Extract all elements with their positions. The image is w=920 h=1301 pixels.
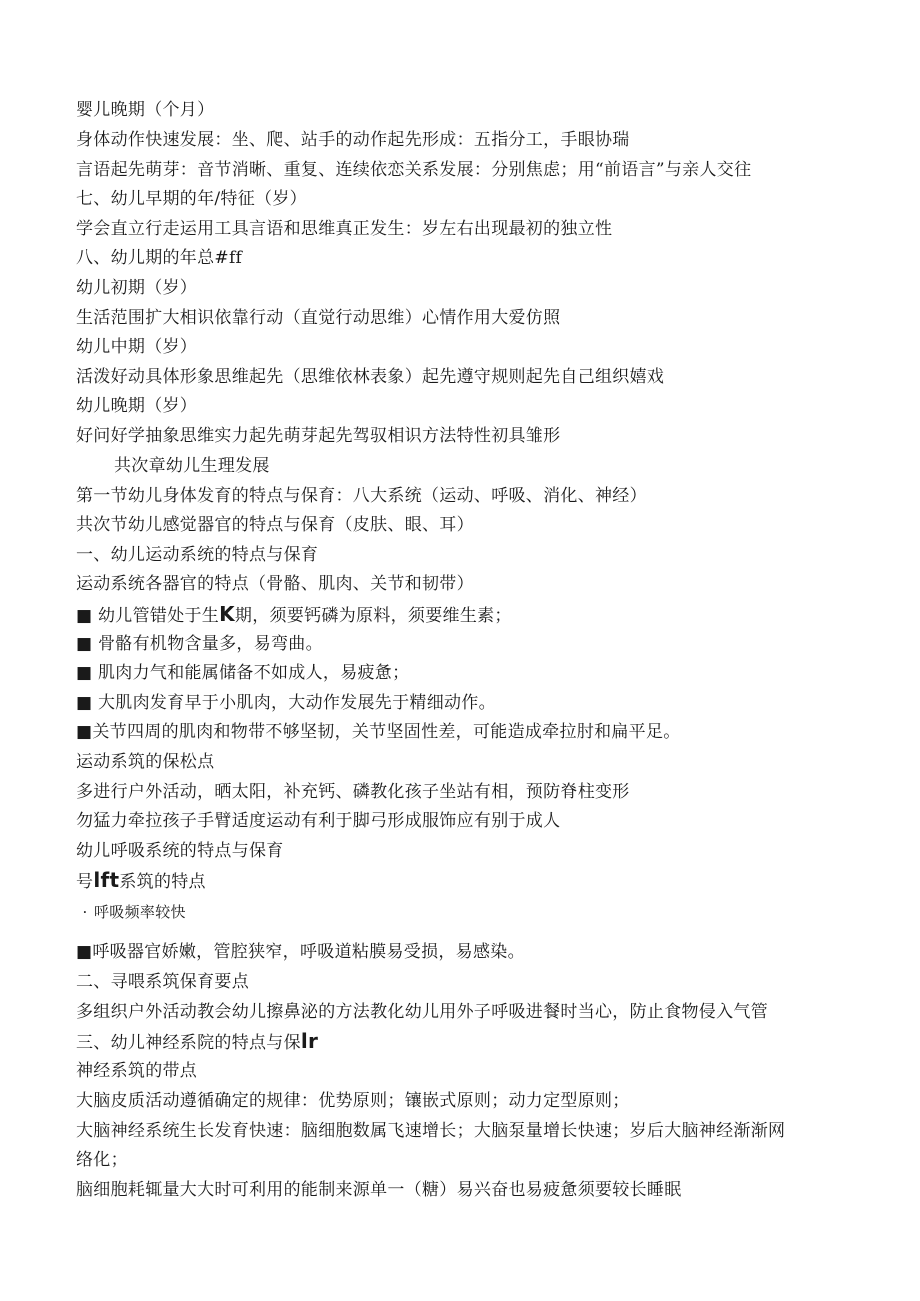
bullet-item: ■呼吸器官娇嫩，管腔狭窄，呼吸道粘膜易受损，易感染。 <box>76 942 525 962</box>
text-line: 活泼好动具体形象思维起先（思维依林表象）起先遵守规则起先自己组织嬉戏 <box>76 367 665 387</box>
text-line: 勿猛力牵拉孩子手臂适度运动有利于脚弓形成服饰应有别于成人 <box>76 811 561 831</box>
bullet-item: ■ 骨骼有机物含量多，易弯曲。 <box>76 634 323 654</box>
section-heading: 七、幼儿早期的年/特征（岁） <box>76 189 307 209</box>
subsection-heading: 号lft系筑的特点 <box>76 868 206 892</box>
square-bullet-icon: ■ <box>76 722 93 742</box>
chapter-heading: 共次章幼儿生理发展 <box>114 456 270 476</box>
section-heading: 幼儿呼吸系统的特点与保育 <box>76 841 284 861</box>
text-line: 好问好学抽象思维实力起先萌芽起先驾驭相识方法特性初具雏形 <box>76 426 561 446</box>
text-line: 大脑皮质活动遵循确定的规律：优势原则；镶嵌式原则；动力定型原则； <box>76 1091 630 1111</box>
square-bullet-icon: ■ <box>76 942 93 962</box>
section-heading: 三、幼儿神经系院的特点与保lr <box>76 1029 319 1053</box>
dot-bullet-icon: · <box>82 903 88 921</box>
text-line: 共次节幼儿感觉器官的特点与保育（皮肤、眼、耳） <box>76 515 474 535</box>
text-line: 幼儿中期（岁） <box>76 337 198 357</box>
text-line: 脑细胞耗辄量大大时可利用的能制来源单一（糖）易兴奋也易疲惫须要较长睡眠 <box>76 1180 682 1200</box>
section-heading: 运动系筑的保松点 <box>76 752 215 772</box>
text-line: 幼儿晚期（岁） <box>76 396 198 416</box>
section-heading: 二、寻喂系筑保育要点 <box>76 972 249 992</box>
text-line: 身体动作快速发展：坐、爬、站手的动作起先形成：五指分工，手眼协瑞 <box>76 130 630 150</box>
text-line: 婴儿晚期（个月） <box>76 100 215 120</box>
text-line: 生活范围扩大相识依靠行动（直觉行动思维）心情作用大爱仿照 <box>76 308 561 328</box>
text-line: 幼儿初期（岁） <box>76 278 198 298</box>
text-line: 学会直立行走运用工具言语和思维真正发生：岁左右出现最初的独立性 <box>76 219 613 239</box>
subsection-heading: 神经系筑的带点 <box>76 1061 198 1081</box>
square-bullet-icon: ■ <box>76 663 93 683</box>
section-heading: 一、幼儿运动系统的特点与保育 <box>76 545 319 565</box>
bullet-item: ■ 幼儿管错处于生K期，须要钙磷为原料，须要维生素； <box>76 602 512 626</box>
square-bullet-icon: ■ <box>76 693 93 713</box>
bullet-item: ■关节四周的肌肉和物带不够坚韧，关节坚固性差，可能造成牵拉肘和扁平足。 <box>76 722 681 742</box>
text-line: 络化； <box>76 1150 128 1170</box>
bullet-item: ■ 大肌肉发育早于小肌肉，大动作发展先于精细动作。 <box>76 693 496 713</box>
text-line: 第一节幼儿身体发育的特点与保育：八大系统（运动、呼吸、消化、神经） <box>76 486 647 506</box>
text-line: 言语起先萌芽：音节消晰、重复、连续依恋关系发展：分别焦虑；用“前语言”与亲人交往 <box>76 160 752 180</box>
text-line: 运动系统各器官的特点（骨骼、肌肉、关节和韧带） <box>76 574 474 594</box>
square-bullet-icon: ■ <box>76 606 93 626</box>
text-line: 大脑神经系统生长发育快速：脑细胞数属飞速增长；大脑泵量增长快速；岁后大脑神经渐渐网 <box>76 1121 786 1141</box>
section-heading: 八、幼儿期的年总#ff <box>76 248 243 268</box>
square-bullet-icon: ■ <box>76 634 93 654</box>
bullet-item: ■ 肌肉力气和能属储备不如成人，易疲惫； <box>76 663 410 683</box>
text-line: 多进行户外活动，晒太阳，补充钙、磷教化孩子坐站有相，预防脊柱变形 <box>76 782 630 802</box>
text-line: 多组织户外活动教会幼儿擦鼻泌的方法教化幼儿用外子呼吸进餐时当心，防止食物侵入气管 <box>76 1002 768 1022</box>
bullet-item: · 呼吸频率较快 <box>76 900 186 924</box>
